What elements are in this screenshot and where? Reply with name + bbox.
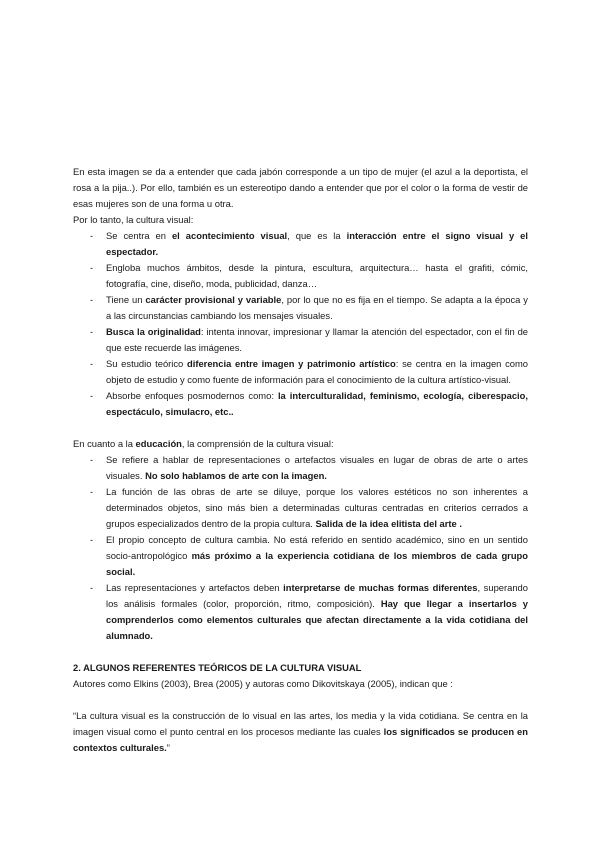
list-dash: -: [90, 326, 94, 337]
list-item: - Su estudio teórico diferencia entre imagen y patrimonio artístico: se centra en la imagen como objeto de estudio y como fuente de información para el conocimiento de la cultura artístico-visual.: [90, 358, 529, 385]
list-dash: -: [90, 390, 94, 401]
list-dash: -: [90, 454, 94, 465]
list-dash: -: [90, 534, 94, 545]
list-item: - Se centra en el acontecimiento visual, que es la interacción entre el signo visual y el espectador.: [90, 230, 528, 257]
list-dash: -: [90, 358, 94, 369]
list-item: - Tiene un carácter provisional y variable, por lo que no es fija en el tiempo. Se adapta a la época y a las circunstancias cambiando los mensajes visuales.: [90, 294, 528, 321]
list-dash: -: [90, 582, 94, 593]
section-heading: 2. ALGUNOS REFERENTES TEÓRICOS DE LA CULTURA VISUAL: [73, 662, 362, 673]
list-item: - Se refiere a hablar de representaciones o artefactos visuales en lugar de obras de arte o artes visuales. No solo hablamos de arte con la imagen.: [90, 454, 528, 481]
list-dash: -: [90, 230, 94, 241]
visual-culture-list: [73, 228, 528, 420]
list-dash: -: [90, 262, 94, 273]
education-lead: En cuanto a la educación, la comprensión de la cultura visual:: [73, 438, 334, 449]
list-item: - La función de las obras de arte se diluye, porque los valores estéticos no son inherentes a determinados objetos, sino más bien a determinadas culturas centradas en criterios cerrados a grupos especializados dentro de la propia cultura. Salida de la idea elitista del arte .: [90, 486, 528, 529]
intro-paragraph: En esta imagen se da a entender que cada jabón corresponde a un tipo de mujer (el azul a la deportista, el rosa a la pija..). Por ello, también es un estereotipo dando a entender que por el color o la forma de vestir de esas mujeres son de una forma u otra.: [73, 166, 528, 209]
list-dash: -: [90, 294, 94, 305]
education-list: [73, 452, 528, 644]
document-body: [73, 164, 528, 756]
list-item: - Busca la originalidad: intenta innovar, impresionar y llamar la atención del espectador, con el fin de que este recuerde las imágenes.: [90, 326, 529, 353]
list-dash: -: [90, 486, 94, 497]
list-item: - El propio concepto de cultura cambia. No está referido en sentido académico, sino en un sentido socio-antropológico más próximo a la experiencia cotidiana de los miembros de cada grupo social.: [90, 534, 529, 577]
quote-paragraph: “La cultura visual es la construcción de lo visual en las artes, los media y la vida cotidiana. Se centra en la imagen visual como el punto central en los procesos mediante las cuales los significados se producen en contextos culturales.”: [73, 710, 528, 753]
intro-lead: Por lo tanto, la cultura visual:: [73, 214, 194, 225]
list-item: - Las representaciones y artefactos deben interpretarse de muchas formas diferentes, superando los análisis formales (color, proporción, ritmo, composición). Hay que llegar a insertarlos y comprenderlos como elementos culturales que afectan directamente a la vida cotidiana del alumnado.: [90, 582, 528, 641]
authors-paragraph: Autores como Elkins (2003), Brea (2005) y autoras como Dikovitskaya (2005), indican que :: [73, 678, 453, 689]
list-item: - Absorbe enfoques posmodernos como: la interculturalidad, feminismo, ecología, ciberespacio, espectáculo, simulacro, etc..: [90, 390, 528, 417]
list-item: - Engloba muchos ámbitos, desde la pintura, escultura, arquitectura… hasta el grafiti, cómic, fotografía, cine, diseño, moda, publicidad, danza…: [90, 262, 528, 289]
